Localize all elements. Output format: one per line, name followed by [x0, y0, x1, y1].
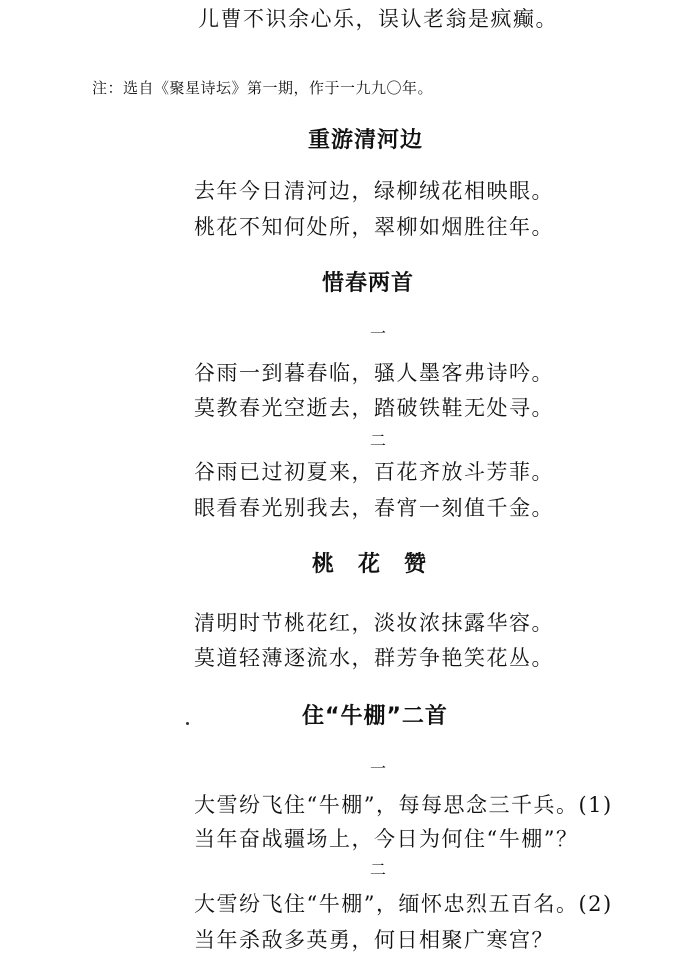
section-number: 二	[370, 860, 387, 879]
verse-line: 桃花不知何处所，翠柳如烟胜往年。	[194, 215, 554, 239]
section-number: 一	[370, 759, 387, 778]
verse-line: 谷雨一到暮春临，骚人墨客弗诗吟。	[194, 361, 554, 385]
section-number: 一	[370, 324, 387, 343]
poem-title: 重游清河边	[308, 128, 424, 153]
verse-line: 大雪纷飞住“牛棚”，每每思念三千兵。(1)	[194, 793, 613, 817]
poem-title: 住“牛棚”二首	[302, 704, 448, 729]
verse-line: 谷雨已过初夏来，百花齐放斗芳菲。	[194, 460, 554, 484]
verse-line: 莫教春光空逝去，踏破铁鞋无处寻。	[194, 396, 554, 420]
verse-line: 大雪纷飞住“牛棚”，缅怀忠烈五百名。(2)	[194, 892, 613, 916]
verse-line: 眼看春光别我去，春宵一刻值千金。	[194, 496, 554, 520]
poem-title: 惜春两首	[322, 271, 415, 296]
section-number: 二	[370, 431, 387, 450]
verse-line: 当年奋战疆场上，今日为何住“牛棚”？	[194, 827, 579, 851]
footnote: 注：选自《聚星诗坛》第一期，作于一九九〇年。	[92, 79, 434, 97]
verse-line: 儿曹不识余心乐，误认老翁是疯癫。	[198, 7, 558, 31]
verse-line: 当年杀敌多英勇，何日相聚广寒宫？	[194, 928, 554, 952]
print-speck	[186, 722, 189, 725]
verse-line: 清明时节桃花红，淡妆浓抹露华容。	[194, 611, 554, 635]
poem-title: 桃 花 赞	[312, 552, 428, 577]
verse-line: 莫道轻薄逐流水，群芳争艳笑花丛。	[194, 646, 554, 670]
verse-line: 去年今日清河边，绿柳绒花相映眼。	[194, 179, 554, 203]
